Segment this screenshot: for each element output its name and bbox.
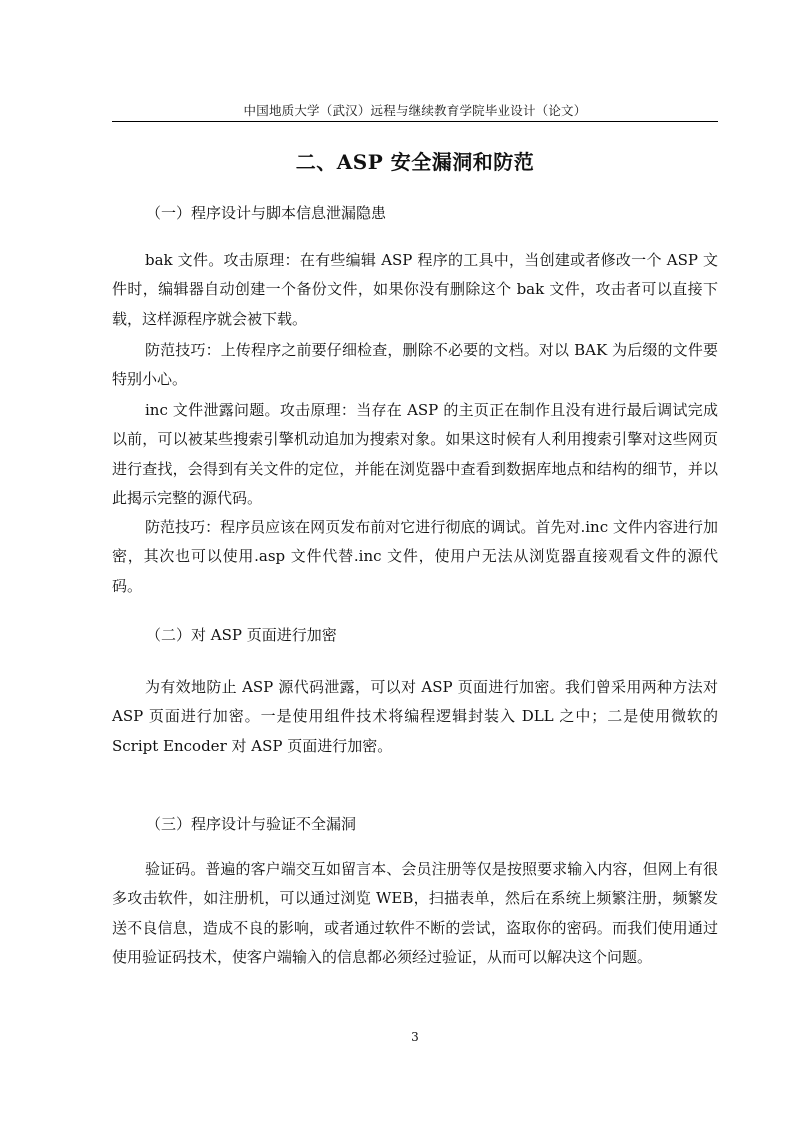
paragraph: bak 文件。攻击原理：在有些编辑 ASP 程序的工具中，当创建或者修改一个 ASP 文件时，编辑器自动创建一个备份文件，如果你没有删除这个 bak 文件，攻击者可以直接下载，这样源程序就会被下载。 bbox=[112, 251, 718, 328]
paragraph: inc 文件泄露问题。攻击原理：当存在 ASP 的主页正在制作且没有进行最后调试完成以前，可以被某些搜索引擎机动追加为搜索对象。如果这时候有人利用搜索引擎对这些网页进行查找，会得到有关文件的定位，并能在浏览器中查看到数据库地点和结构的细节，并以此揭示完整的源代码。 bbox=[112, 401, 718, 507]
section-heading-3: （三）程序设计与验证不全漏洞 bbox=[146, 815, 357, 833]
chapter-title: 二、ASP 安全漏洞和防范 bbox=[295, 150, 535, 174]
page-number: 3 bbox=[411, 1030, 419, 1044]
section-heading-1: （一）程序设计与脚本信息泄漏隐患 bbox=[146, 204, 387, 222]
paragraph: 验证码。普遍的客户端交互如留言本、会员注册等仅是按照要求输入内容，但网上有很多攻击软件，如注册机，可以通过浏览 WEB，扫描表单，然后在系统上频繁注册，频繁发送不良信息，造成不良的影响，或者通过软件不断的尝试，盗取你的密码。而我们使用通过使用验证码技术，使客户端输入的信息都必须经过验证，从而可以解决这个问题。 bbox=[112, 860, 718, 966]
section-heading-2: （二）对 ASP 页面进行加密 bbox=[146, 626, 337, 644]
paragraph: 防范技巧：程序员应该在网页发布前对它进行彻底的调试。首先对.inc 文件内容进行加密，其次也可以使用.asp 文件代替.inc 文件，使用户无法从浏览器直接观看文件的源代码。 bbox=[112, 518, 718, 595]
running-header: 中国地质大学（武汉）远程与继续教育学院毕业设计（论文） bbox=[243, 103, 587, 118]
paragraph: 为有效地防止 ASP 源代码泄露，可以对 ASP 页面进行加密。我们曾采用两种方法对 ASP 页面进行加密。一是使用组件技术将编程逻辑封装入 DLL 之中；二是使用微软的 Script Encoder 对 ASP 页面进行加密。 bbox=[112, 678, 718, 755]
header-rule bbox=[112, 121, 718, 122]
paragraph: 防范技巧：上传程序之前要仔细检查，删除不必要的文档。对以 BAK 为后缀的文件要特别小心。 bbox=[112, 341, 718, 389]
